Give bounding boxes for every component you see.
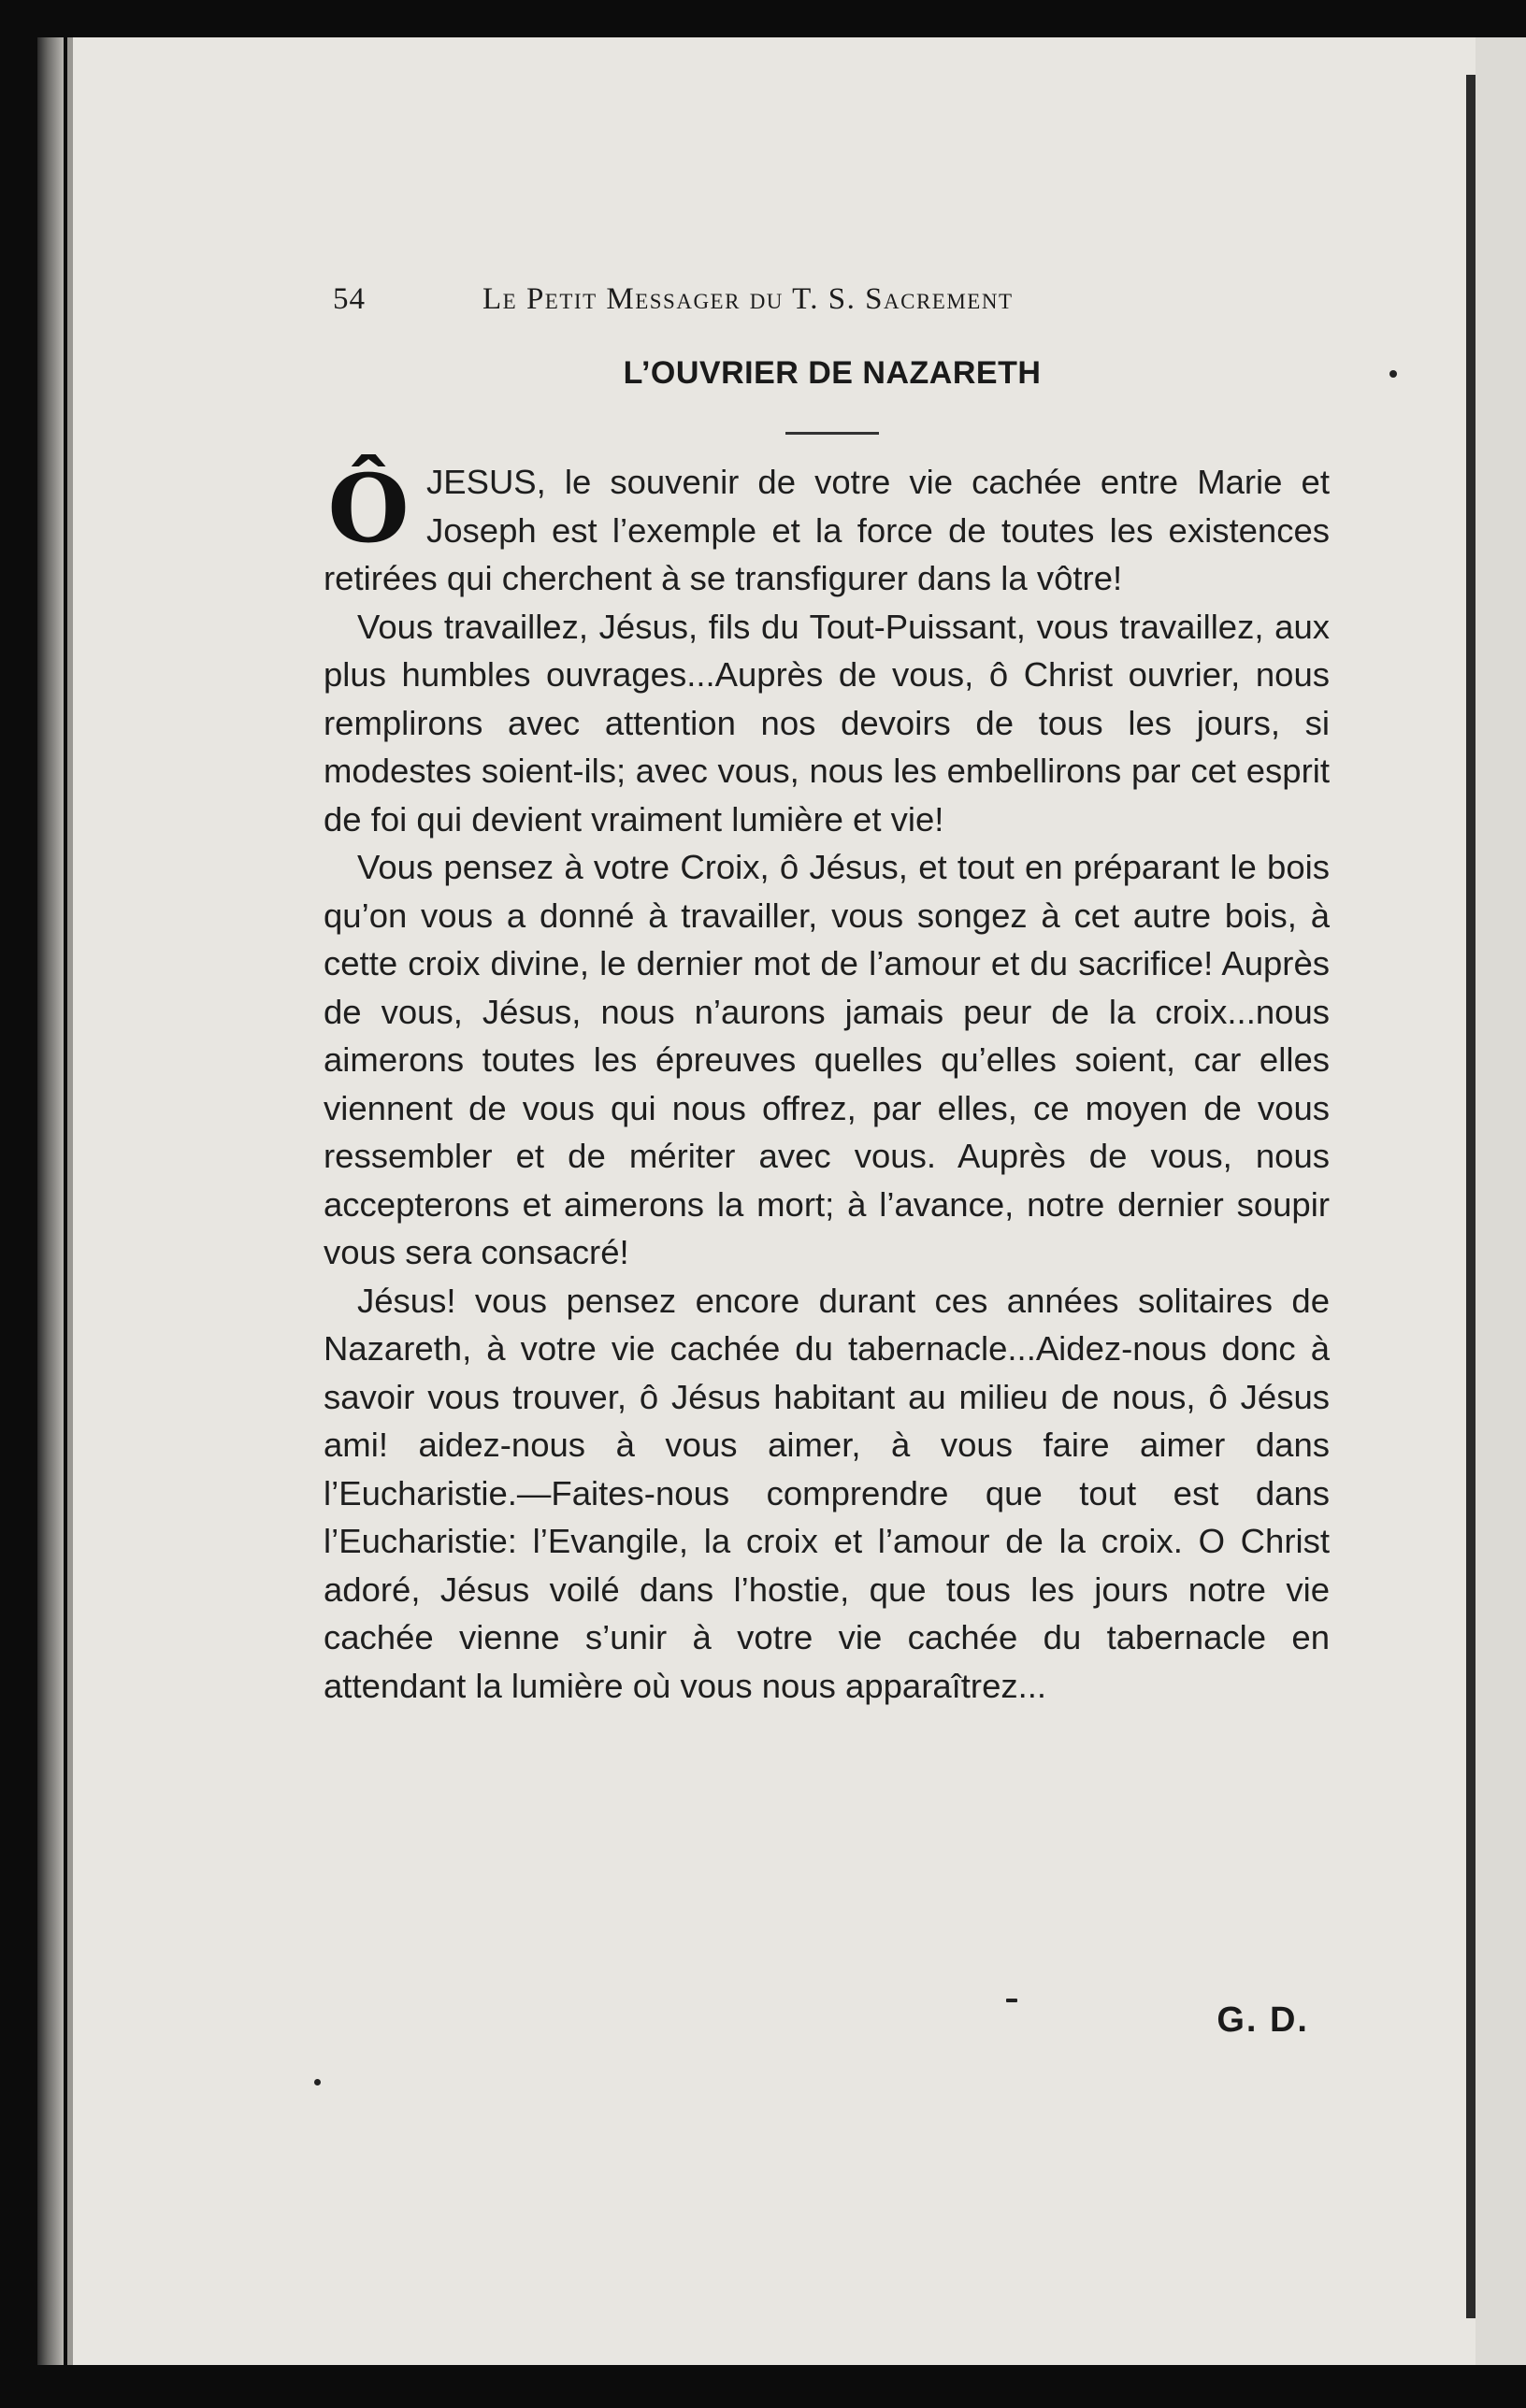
paragraph-1-text: JESUS, le souvenir de votre vie cachée entre Marie et Joseph est l’exemple et la force de toutes les existences retirées qui cherchent à se transfigurer dans la vôtre! [324, 463, 1330, 597]
signature: G. D. [1216, 2000, 1309, 2040]
paragraph-2: Vous travaillez, Jésus, fils du Tout-Puissant, vous travaillez, aux plus humbles ouvrages...Auprès de vous, ô Christ ouvrier, nous remplirons avec attention nos devoirs de tous les jours, si modestes soient-ils; avec vous, nous les embellirons par cet esprit de foi qui devient vraiment lumière et vie! [324, 607, 1330, 838]
page-number: 54 [333, 282, 366, 316]
article-title: L’OUVRIER DE NAZARETH [623, 355, 1042, 391]
paragraph-3: Vous pensez à votre Croix, ô Jésus, et tout en préparant le bois qu’on vous a donné à travailler, vous songez à cet autre bois, à cette croix divine, le dernier mot de l’amour et du sacrifice! Auprès de vous, Jésus, nous n’aurons jamais peur de la croix...nous aimerons toutes les épreuves quelles qu’elles soient, car elles viennent de vous qui nous offrez, par elles, ce moyen de vous ressembler et de mériter avec vous. Auprès de vous, nous accepterons et aimerons la mort; à l’avance, notre dernier soupir vous sera consacré! [324, 848, 1330, 1271]
article-body [324, 453, 1330, 1710]
running-head-title: Le Petit Messager du T. S. Sacrement [482, 282, 1014, 316]
dust-speck [314, 2079, 321, 2086]
paragraph-1 [324, 453, 1330, 603]
paragraph-4: Jésus! vous pensez encore durant ces années solitaires de Nazareth, à votre vie cachée du tabernacle...Aidez-nous donc à savoir vous trouver, ô Jésus habitant au milieu de nous, ô Jésus ami! aidez-nous à vous aimer, à vous faire aimer dans l’Eucharistie.—Faites-nous comprendre que tout est dans l’Eucharistie: l’Evangile, la croix et l’amour de la croix. O Christ adoré, Jésus voilé dans l’hostie, que tous les jours notre vie cachée vienne s’unir à votre vie cachée du tabernacle en attendant la lumière où vous nous apparaîtrez... [324, 1281, 1330, 1705]
dust-speck [1389, 370, 1397, 378]
book-gutter [1466, 75, 1476, 2318]
dust-speck [1006, 1999, 1017, 2002]
facing-page-edge [1476, 37, 1526, 2365]
page-edge [37, 37, 64, 2365]
title-rule [785, 432, 879, 435]
drop-cap: Ô [327, 453, 410, 564]
